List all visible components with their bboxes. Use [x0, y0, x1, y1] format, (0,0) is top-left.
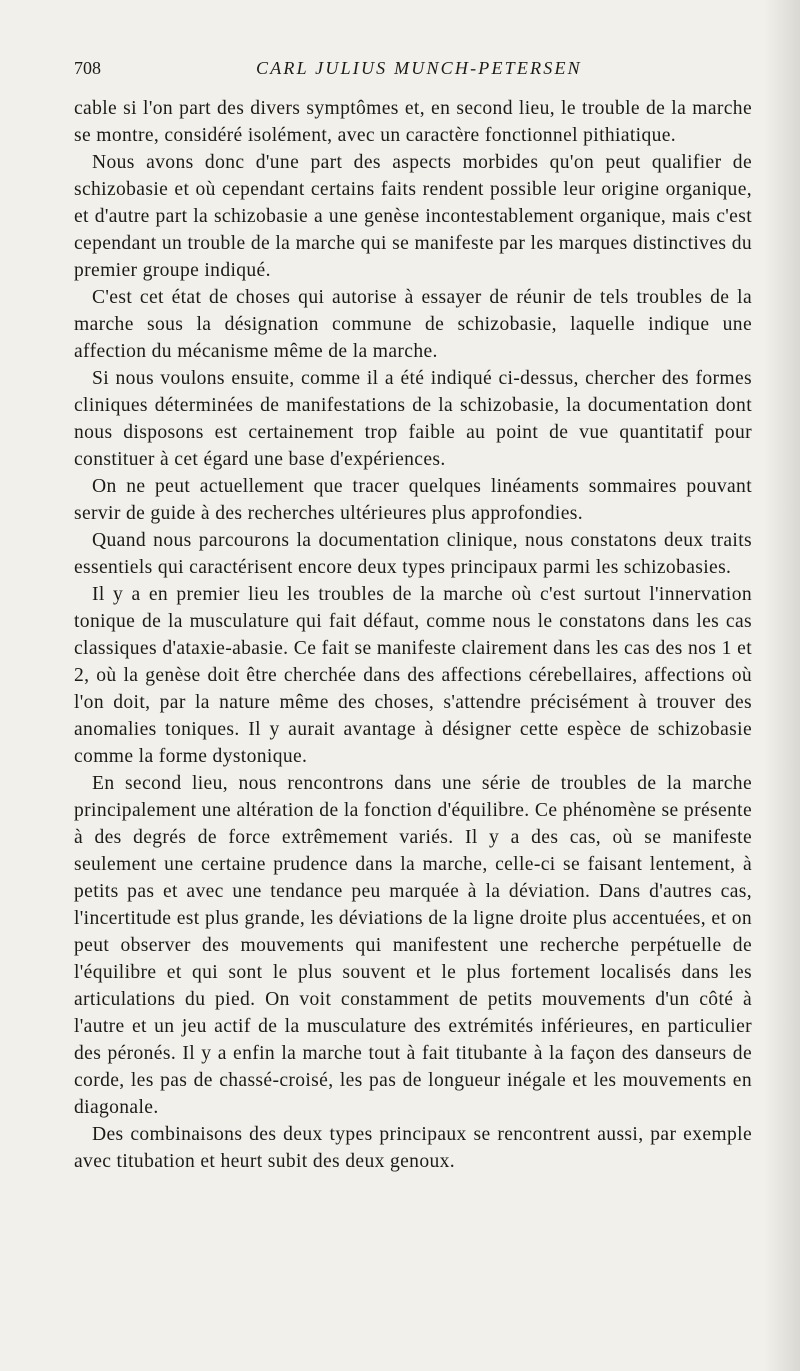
paragraph: Il y a en premier lieu les troubles de la marche où c'est surtout l'innervation tonique de la musculature qui fait défaut, comme nous le constatons dans les cas classiques d'ataxie-abasie. Ce fait se manifeste clairement dans les cas des nos 1 et 2, où la genèse doit être cherchée dans des affections cérebellaires, affections où l'on doit, par la nature même des choses, s'attendre précisément à trouver des anomalies toniques. Il y aurait avantage à désigner cette espèce de schizobasie comme la forme dystonique. — [74, 584, 752, 767]
page-header — [74, 58, 754, 84]
page-edge-shadow — [764, 0, 800, 1371]
paragraph: On ne peut actuellement que tracer quelques linéaments sommaires pouvant servir de guide à des recherches ultérieures plus approfondies. — [74, 476, 752, 524]
paragraph: C'est cet état de choses qui autorise à essayer de réunir de tels troubles de la marche sous la désignation commune de schizobasie, laquelle indique une affection du mécanisme même de la marche. — [74, 287, 752, 362]
paragraph: Des combinaisons des deux types principaux se rencontrent aussi, par exemple avec titubation et heurt subit des deux genoux. — [74, 1124, 752, 1172]
paragraph: Quand nous parcourons la documentation clinique, nous constatons deux traits essentiels qui caractérisent encore deux types principaux parmi les schizobasies. — [74, 530, 752, 578]
paragraph: cable si l'on part des divers symptômes et, en second lieu, le trouble de la marche se montre, considéré isolément, avec un caractère fonctionnel pithiatique. — [74, 98, 752, 146]
paragraph: En second lieu, nous rencontrons dans une série de troubles de la marche principalement une altération de la fonction d'équilibre. Ce phénomène se présente à des degrés de force extrêmement variés. Il y a des cas, où se manifeste seulement une certaine prudence dans la marche, celle-ci se faisant lentement, à petits pas et avec une tendance peu marquée à la déviation. Dans d'autres cas, l'incertitude est plus grande, les déviations de la ligne droite plus accentuées, et on peut observer des mouvements qui manifestent une recherche perpétuelle de l'équilibre et qui sont le plus souvent et le plus fortement localisés dans les articulations du pied. On voit constamment de petits mouvements d'un côté à l'autre et un jeu actif de la musculature des extrémités inférieures, en particulier des péronés. Il y a enfin la marche tout à fait titubante à la façon des danseurs de corde, les pas de chassé-croisé, les pas de longueur inégale et les mouvements en diagonale. — [74, 773, 752, 1118]
paragraph: Si nous voulons ensuite, comme il a été indiqué ci-dessus, chercher des formes cliniques déterminées de manifestations de la schizobasie, la documentation dont nous disposons est certainement trop faible au point de vue quantitatif pour constituer à cet égard une base d'expériences. — [74, 368, 752, 470]
paragraph: Nous avons donc d'une part des aspects morbides qu'on peut qualifier de schizobasie et où cependant certains faits rendent possible leur origine organique, et d'autre part la schizobasie a une genèse incontestablement organique, mais c'est cependant un trouble de la marche qui se manifeste par les marques distinctives du premier groupe indiqué. — [74, 152, 752, 281]
body-text — [74, 95, 752, 1175]
page-number: 708 — [74, 58, 101, 78]
running-title: CARL JULIUS MUNCH-PETERSEN — [256, 58, 582, 78]
